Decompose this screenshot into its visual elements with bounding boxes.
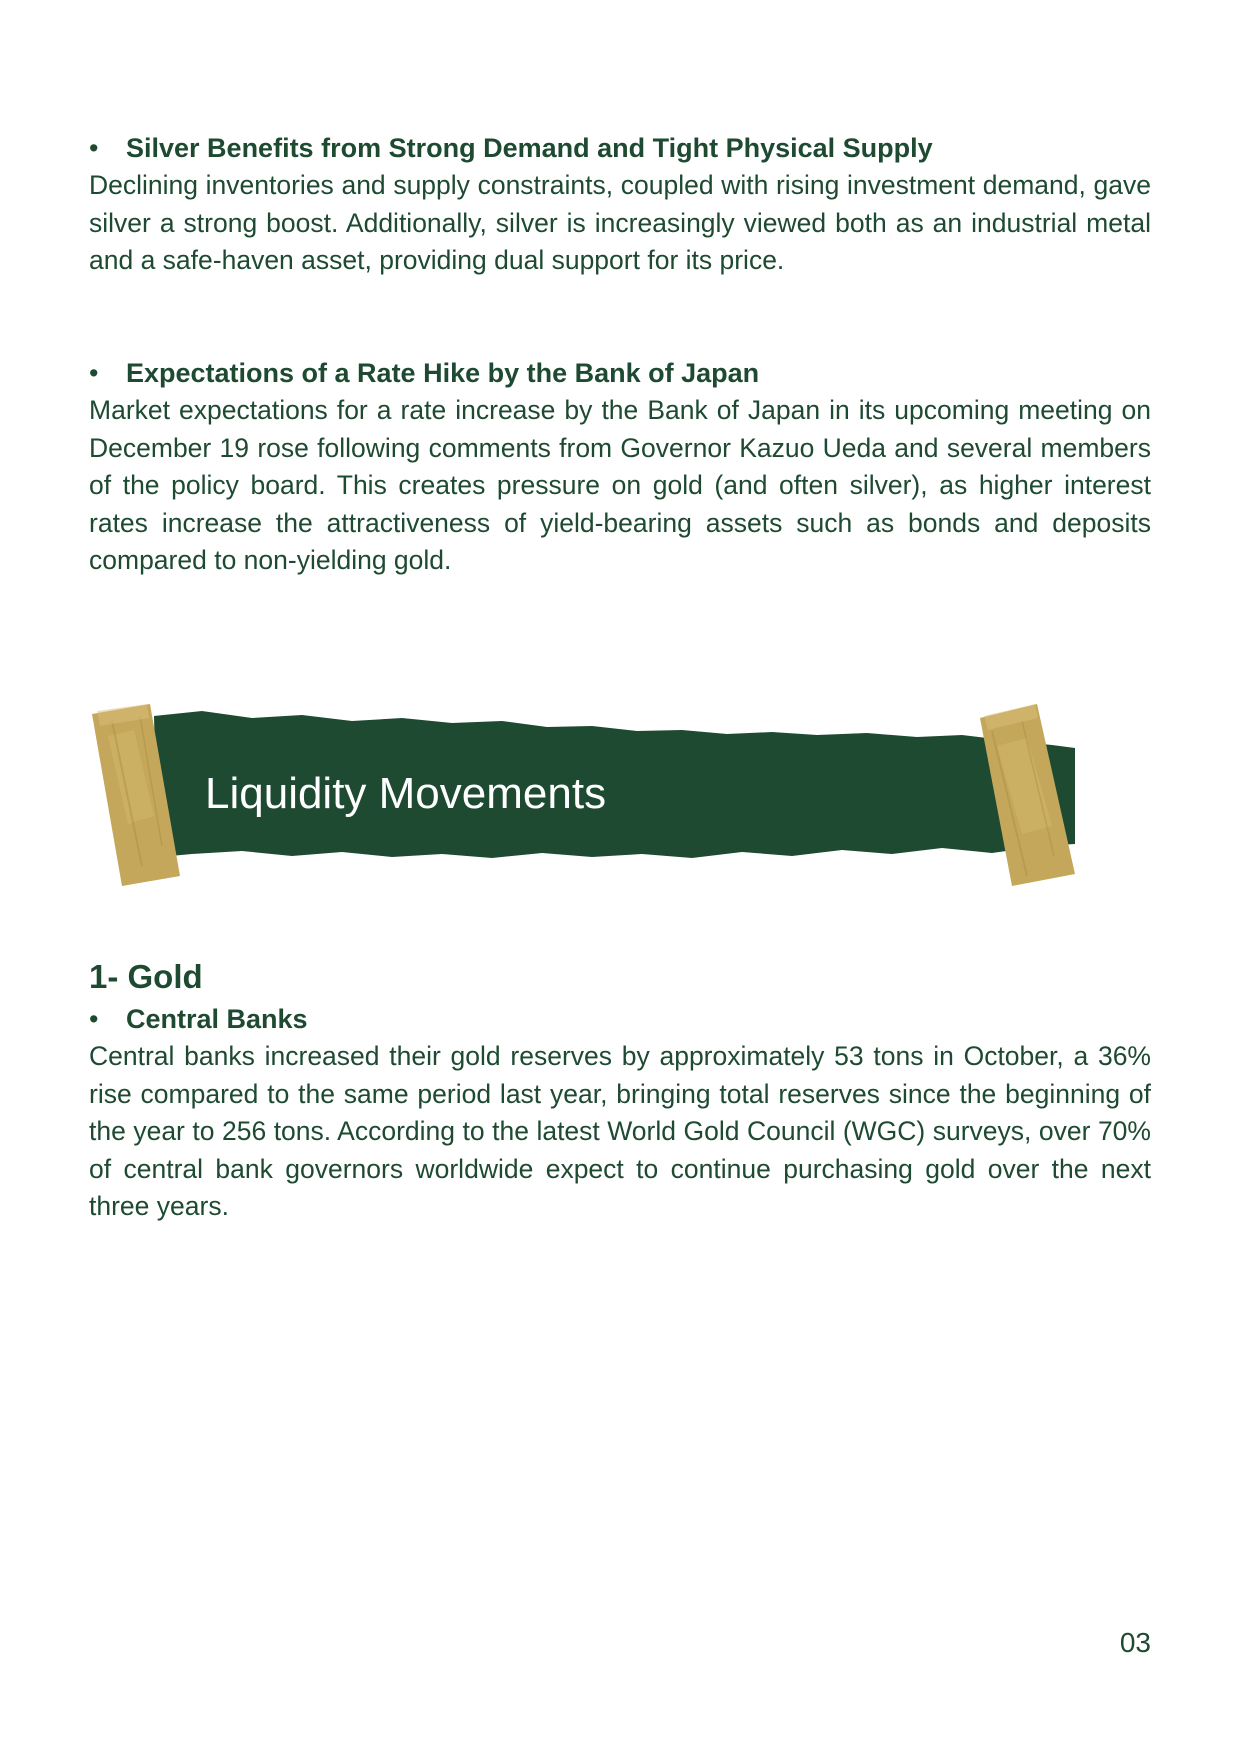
page-number: 03 (1119, 1627, 1151, 1658)
section-title-text: Expectations of a Rate Hike by the Bank of Japan (126, 358, 760, 388)
section-title (89, 354, 1151, 392)
section-silver (89, 129, 1151, 280)
bullet-icon: • (89, 1004, 99, 1034)
gold-heading: 1- Gold (89, 958, 203, 995)
section-title-text: Central Banks (126, 1004, 308, 1034)
banner-title: Liquidity Movements (205, 769, 607, 818)
section-title (89, 1000, 1151, 1038)
liquidity-banner (92, 696, 1082, 886)
section-title (89, 129, 1151, 167)
section-central-banks (89, 1000, 1151, 1226)
bullet-icon: • (89, 358, 99, 388)
section-boj (89, 354, 1151, 580)
section-title-text: Silver Benefits from Strong Demand and Tight Physical Supply (126, 133, 933, 163)
bullet-icon: • (89, 133, 99, 163)
section-body: Declining inventories and supply constraints, coupled with rising investment demand, gave silver a strong boost. Additionally, silver is increasingly viewed both as an industrial metal and a safe-haven asset, providing dual support for its price. (89, 170, 1151, 275)
section-body: Central banks increased their gold reserves by approximately 53 tons in October, a 36% rise compared to the same period last year, bringing total reserves since the beginning of the year to 256 tons. According to the latest World Gold Council (WGC) surveys, over 70% of central bank governors worldwide expect to continue purchasing gold over the next three years. (89, 1041, 1151, 1221)
section-body: Market expectations for a rate increase by the Bank of Japan in its upcoming meeting on December 19 rose following comments from Governor Kazuo Ueda and several members of the policy board. This creates pressure on gold (and often silver), as higher interest rates increase the attractiveness of yield-bearing assets such as bonds and deposits compared to non-yielding gold. (89, 395, 1151, 575)
